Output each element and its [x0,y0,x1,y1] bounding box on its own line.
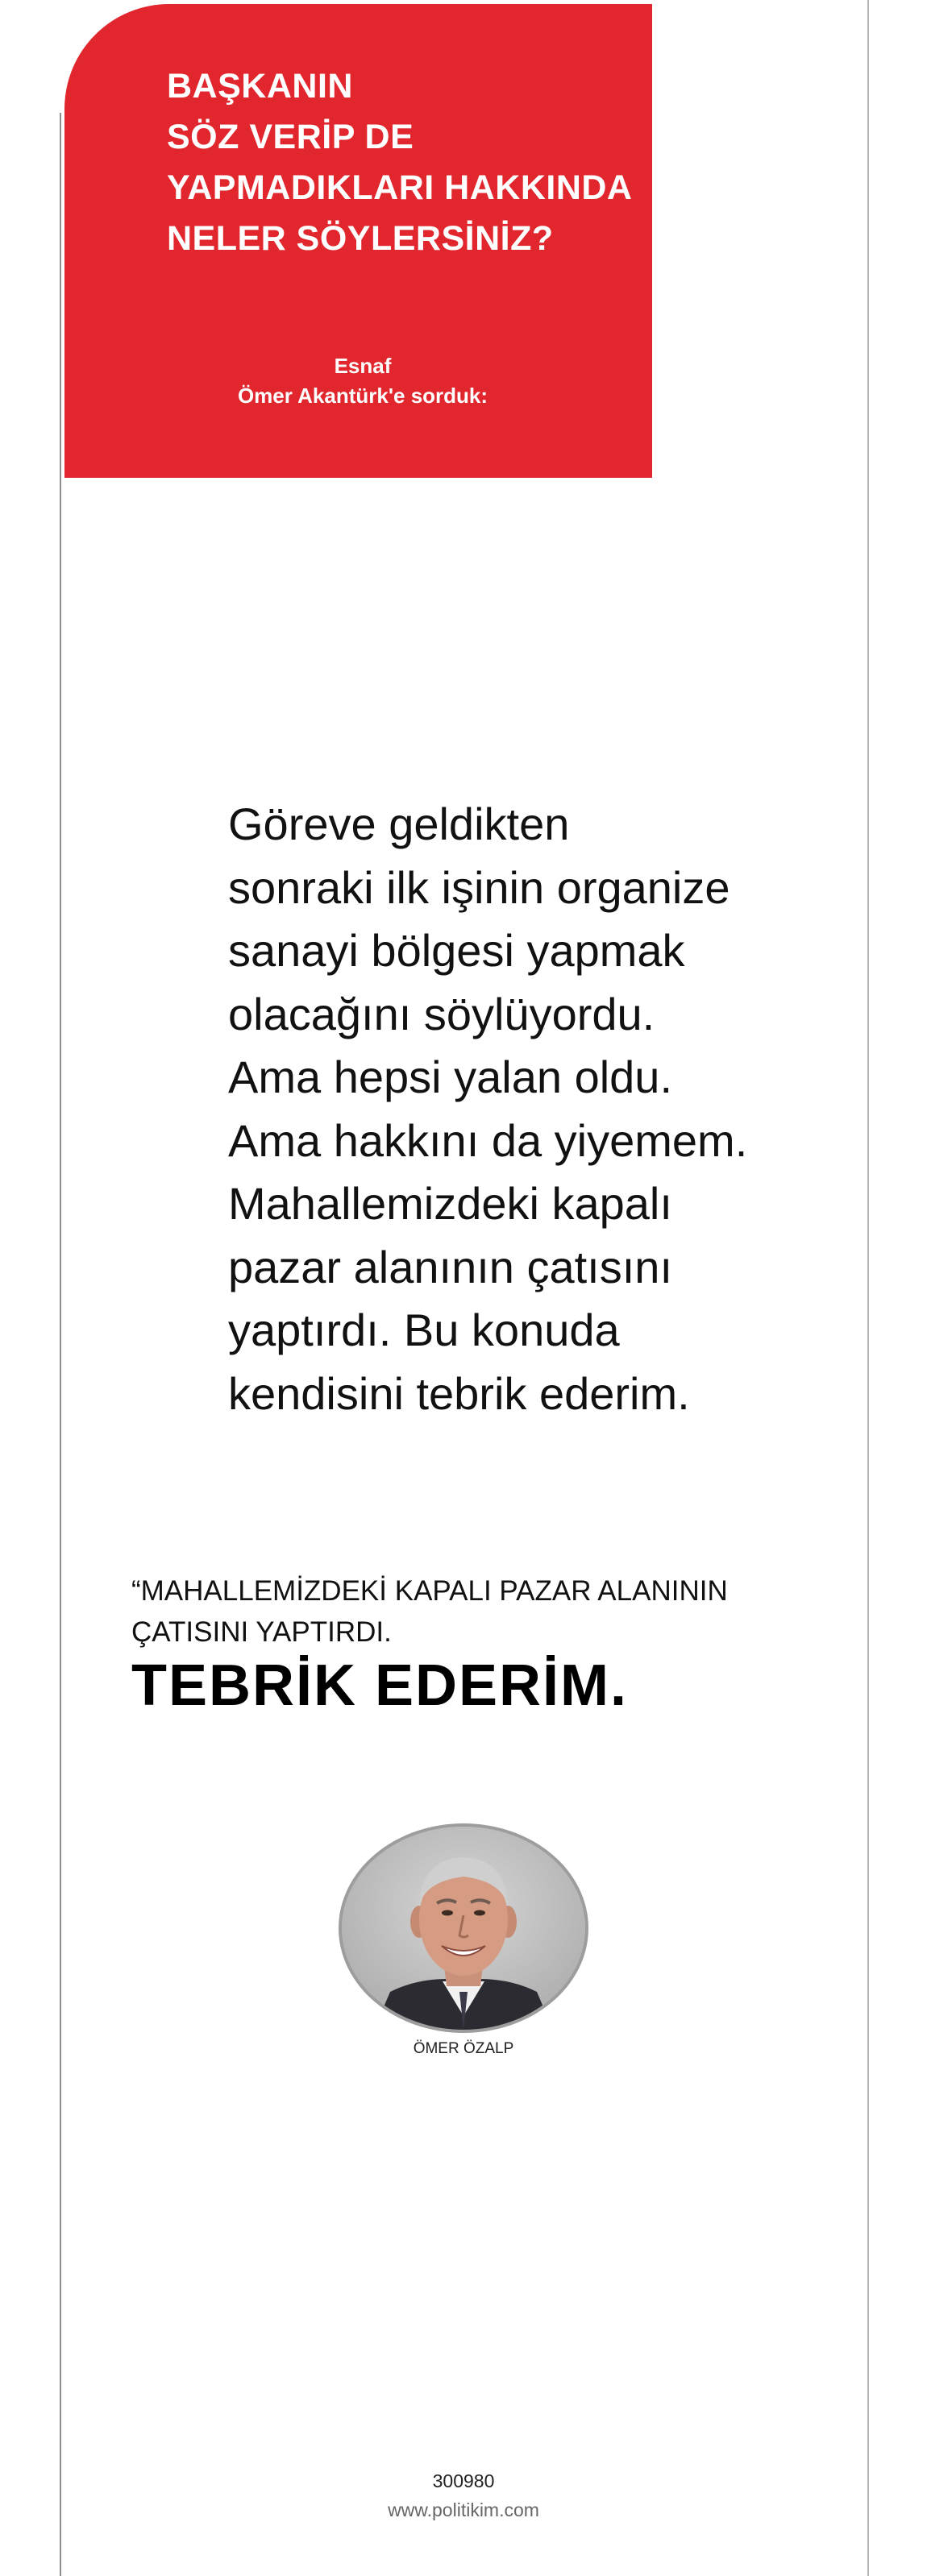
right-margin-rule [867,0,869,2576]
header-title-line: NELER SÖYLERSİNİZ? [167,219,554,258]
answer-line: sanayi bölgesi yapmak [228,925,685,976]
avatar [339,1823,588,2033]
answer-line: Ama hakkını da yiyemem. [228,1114,748,1166]
header-subtitle-line: Esnaf [334,354,392,378]
footer-number: 300980 [432,2470,495,2491]
person-caption: ÖMER ÖZALP [413,2040,514,2057]
answer-line: sonraki ilk işinin organize [228,861,730,913]
answer-line: yaptırdı. Bu konuda [228,1305,620,1355]
footer-website: www.politikim.com [388,2499,539,2520]
header-title-line: YAPMADIKLARI HAKKINDA [167,168,633,207]
answer-line: Mahallemizdeki kapalı [228,1178,672,1229]
left-margin-rule [60,113,61,2576]
header-title-line: SÖZ VERİP DE [167,118,414,156]
answer-line: olacağını söylüyordu. [228,988,655,1039]
header-subtitle [161,351,564,411]
answer-line: pazar alanının çatısını [228,1241,673,1292]
header-title [167,61,642,264]
header-title-line: BAŞKANIN [167,67,353,106]
pull-quote-line-1: “MAHALLEMİZDEKİ KAPALI PAZAR ALANININ [131,1575,728,1607]
pull-quote-line-2: ÇATISINI YAPTIRDI. [131,1616,392,1648]
header-subtitle-line: Ömer Akantürk'e sorduk: [237,384,488,408]
answer-line: kendisini tebrik ederim. [228,1367,690,1419]
portrait-photo [342,1827,585,2030]
answer-line: Göreve geldikten [228,799,570,849]
pull-quote-highlight: TEBRİK EDERİM. [131,1653,629,1718]
interview-answer [228,793,825,1425]
answer-line: Ama hepsi yalan oldu. [228,1052,673,1102]
